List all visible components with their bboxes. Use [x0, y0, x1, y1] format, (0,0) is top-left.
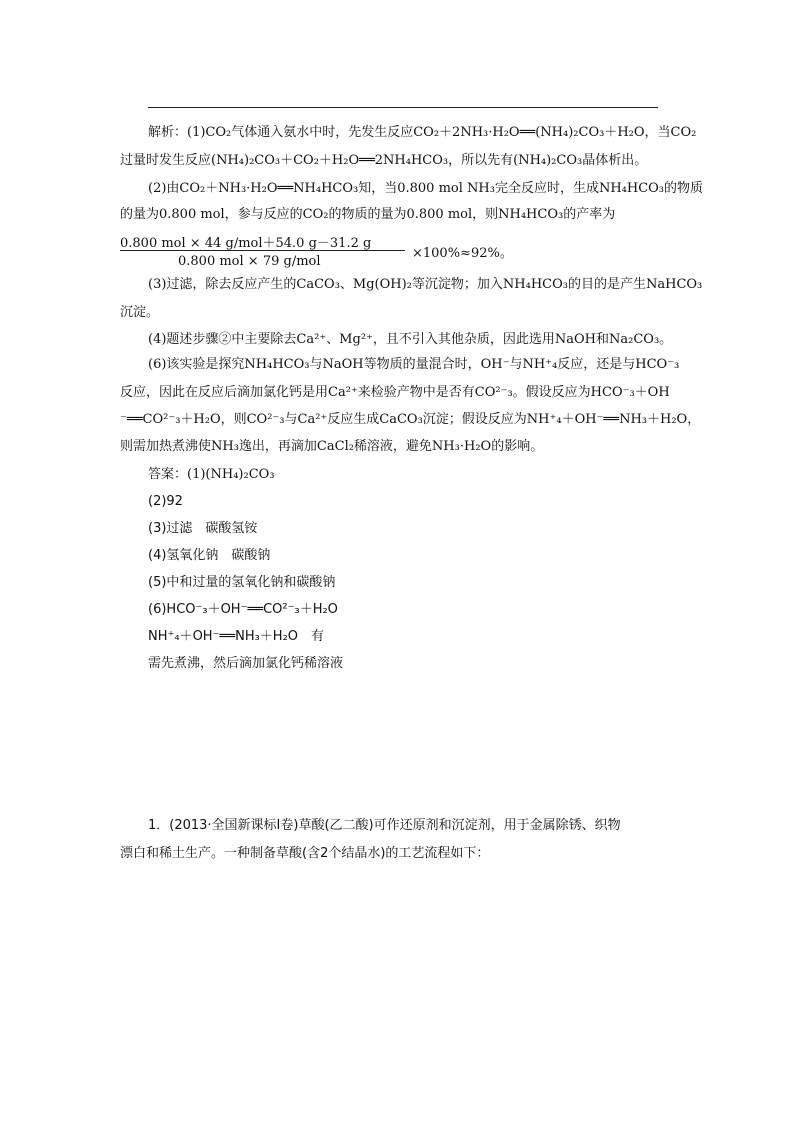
explanation-line-6: 沉淀。	[120, 305, 160, 320]
question-line-2: 漂白和稀土生产。一种制备草酸(含2个结晶水)的工艺流程如下：	[120, 846, 490, 861]
answer-line-8: 需先煮沸，然后滴加氯化钙稀溶液	[148, 656, 344, 671]
answer-line-6: (6)HCO⁻₃＋OH⁻══CO²⁻₃＋H₂O	[148, 602, 338, 617]
fraction-result: ×100%≈92%。	[412, 246, 513, 261]
answer-line-5: (5)中和过量的氢氧化钠和碳酸钠	[148, 575, 336, 590]
explanation-line-2: 过量时发生反应(NH₄)₂CO₃＋CO₂＋H₂O══2NH₄HCO₃，所以先有(NH₄)₂CO₃晶体析出。	[120, 153, 648, 168]
explanation-line-4: 的量为0.800 mol，参与反应的CO₂的物质的量为0.800 mol，则NH₄HCO₃的产率为	[120, 207, 616, 222]
answer-line-1: 答案：(1)(NH₄)₂CO₃	[148, 467, 275, 482]
explanation-line-5: (3)过滤，除去反应产生的CaCO₃、Mg(OH)₂等沉淀物；加入NH₄HCO₃的目的是产生NaHCO₃	[148, 277, 703, 292]
explanation-line-3: (2)由CO₂＋NH₃·H₂O══NH₄HCO₃知，当0.800 mol NH₃完全反应时，生成NH₄HCO₃的物质	[148, 181, 704, 196]
question-line-1: 1．(2013·全国新课标Ⅰ卷)草酸(乙二酸)可作还原剂和沉淀剂，用于金属除锈、织物	[148, 818, 621, 833]
explanation-line-11: 则需加热煮沸使NH₃逸出，再滴加CaCl₂稀溶液，避免NH₃·H₂O的影响。	[120, 439, 544, 454]
answer-line-7: NH⁺₄＋OH⁻══NH₃＋H₂O 有	[148, 629, 325, 644]
explanation-line-9: 反应，因此在反应后滴加氯化钙是用Ca²⁺来检验产物中是否有CO²⁻₃。假设反应为HCO⁻₃＋OH	[120, 385, 670, 400]
explanation-line-7: (4)题述步骤②中主要除去Ca²⁺、Mg²⁺，且不引入其他杂质，因此选用NaOH和Na₂CO₃。	[148, 332, 673, 347]
explanation-line-10: ⁻══CO²⁻₃＋H₂O，则CO²⁻₃与Ca²⁺反应生成CaCO₃沉淀；假设反应为NH⁺₄＋OH⁻══NH₃＋H₂O，	[120, 412, 701, 427]
explanation-line-8: (6)该实验是探究NH₄HCO₃与NaOH等物质的量混合时，OH⁻与NH⁺₄反应，还是与HCO⁻₃	[148, 357, 680, 372]
answer-line-3: (3)过滤 碳酸氢铵	[148, 521, 258, 536]
answer-line-4: (4)氢氧化钠 碳酸钠	[148, 548, 271, 563]
explanation-line-1: 解析：(1)CO₂气体通入氨水中时，先发生反应CO₂＋2NH₃·H₂O══(NH₄)₂CO₃＋H₂O，当CO₂	[148, 125, 697, 140]
fraction-bar	[120, 250, 405, 251]
top-rule	[148, 107, 658, 108]
fraction-denominator: 0.800 mol × 79 g/mol	[178, 254, 321, 269]
answer-line-2: (2)92	[148, 494, 183, 509]
fraction-numerator: 0.800 mol × 44 g/mol＋54.0 g－31.2 g	[120, 236, 372, 251]
